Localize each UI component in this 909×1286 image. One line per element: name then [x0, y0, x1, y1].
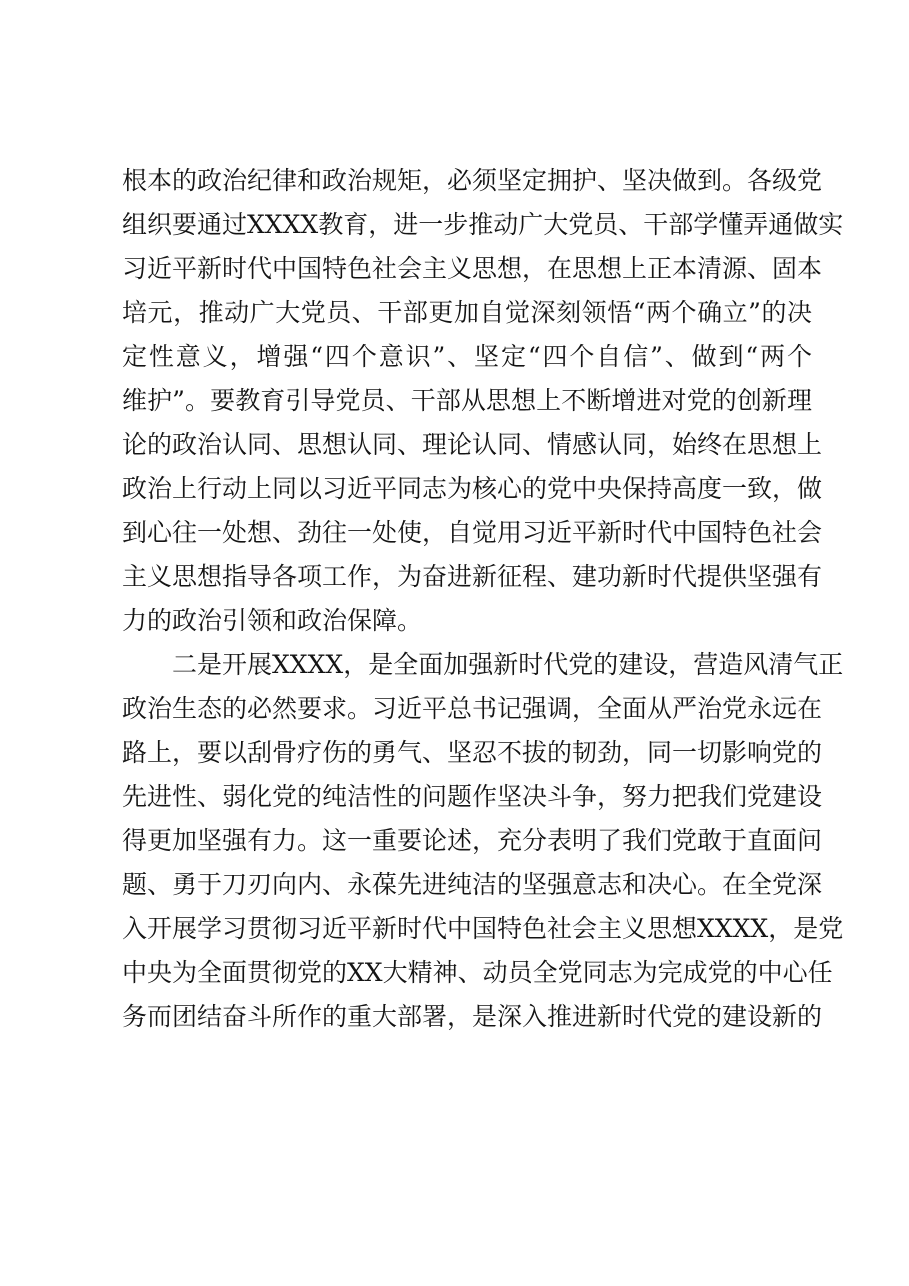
text-line: 主义思想指导各项工作，为奋进新征程、建功新时代提供坚强有 [122, 562, 823, 591]
text-line: 根本的政治纪律和政治规矩，必须坚定拥护、坚决做到。各级党 [122, 166, 823, 195]
text-line: 定性意义，增强“四个意识”、坚定“四个自信”、做到“两个 [122, 342, 812, 371]
text-line: 入开展学习贯彻习近平新时代中国特色社会主义思想XXXX，是党 [122, 914, 844, 943]
paragraph-2 [122, 643, 844, 1039]
text-line: 中央为全面贯彻党的XX大精神、动员全党同志为完成党的中心任 [122, 958, 833, 987]
text-line: 培元，推动广大党员、干部更加自觉深刻领悟“两个确立”的决 [122, 298, 812, 327]
text-line: 题、勇于刀刃向内、永葆先进纯洁的坚强意志和决心。在全党深 [122, 870, 823, 899]
text-line: 论的政治认同、思想认同、理论认同、情感认同，始终在思想上 [122, 430, 823, 459]
text-line: 组织要通过XXXX教育，进一步推动广大党员、干部学懂弄通做实 [122, 210, 844, 239]
text-line: 到心往一处想、劲往一处使，自觉用习近平新时代中国特色社会 [122, 518, 823, 547]
text-line: 习近平新时代中国特色社会主义思想，在思想上正本清源、固本 [122, 254, 823, 283]
text-line: 政治生态的必然要求。习近平总书记强调，全面从严治党永远在 [122, 694, 823, 723]
text-line: 得更加坚强有力。这一重要论述，充分表明了我们党敢于直面问 [122, 826, 823, 855]
text-line: 维护”。要教育引导党员、干部从思想上不断增进对党的创新理 [122, 386, 812, 415]
paragraph-1 [122, 159, 844, 643]
text-line: 政治上行动上同以习近平同志为核心的党中央保持高度一致，做 [122, 474, 823, 503]
text-line: 先进性、弱化党的纯洁性的问题作坚决斗争，努力把我们党建设 [122, 782, 823, 811]
text-line: 二是开展XXXX，是全面加强新时代党的建设，营造风清气正 [172, 650, 844, 679]
text-line: 务而团结奋斗所作的重大部署，是深入推进新时代党的建设新的 [122, 1002, 823, 1031]
document-body [122, 159, 844, 1039]
text-line: 路上，要以刮骨疗伤的勇气、坚忍不拔的韧劲，同一切影响党的 [122, 738, 823, 767]
text-line: 力的政治引领和政治保障。 [122, 606, 423, 635]
